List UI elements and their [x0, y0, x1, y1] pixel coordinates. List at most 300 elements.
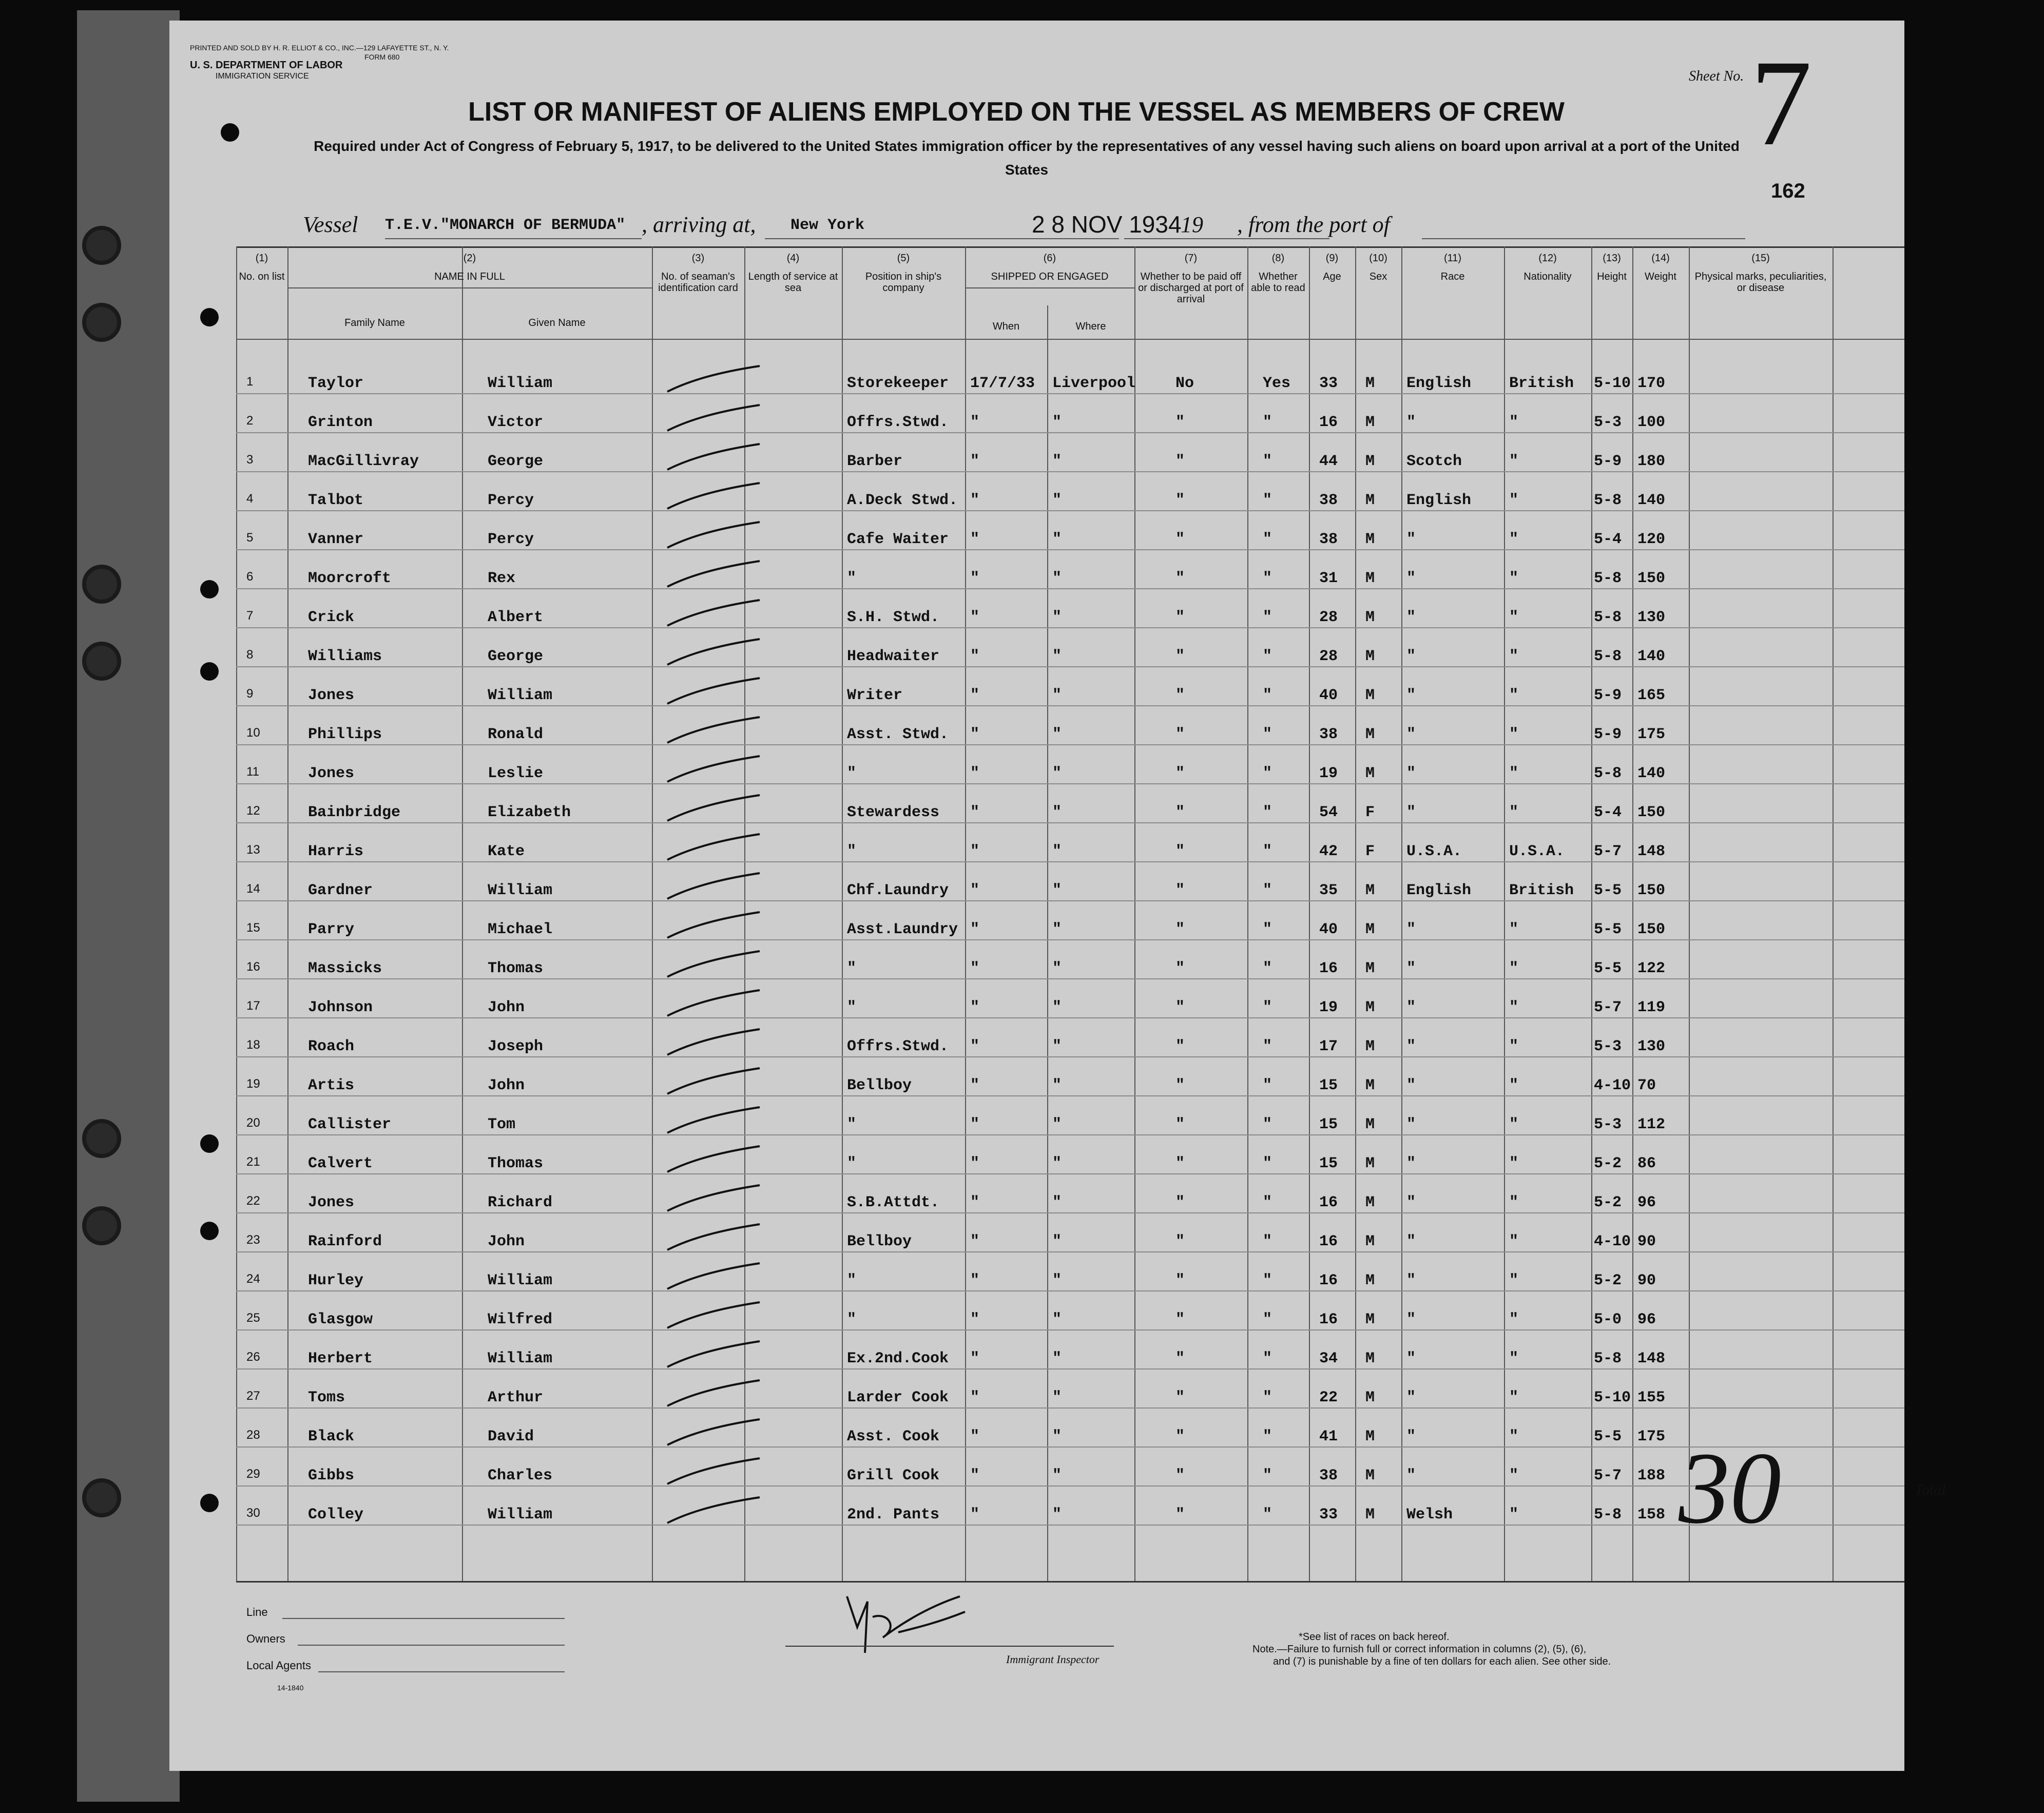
age: 38 — [1319, 531, 1338, 548]
position: Chf.Laundry — [847, 882, 949, 899]
row-number: 18 — [246, 1038, 260, 1052]
position: Storekeeper — [847, 375, 949, 392]
position: " — [847, 570, 857, 587]
given-name: Joseph — [488, 1038, 544, 1055]
given-name: Arthur — [488, 1389, 544, 1406]
race: " — [1406, 531, 1416, 548]
family-name: Taylor — [308, 375, 364, 392]
given-name: Tom — [488, 1116, 516, 1133]
position: Bellboy — [847, 1233, 912, 1250]
sex: M — [1365, 765, 1375, 782]
family-name: Moorcroft — [308, 570, 392, 587]
age: 40 — [1319, 921, 1338, 938]
check-stroke-icon — [662, 1300, 765, 1330]
shipped-when: " — [970, 921, 980, 938]
nationality: " — [1509, 1272, 1519, 1289]
family-name: Grinton — [308, 414, 373, 431]
able-to-read: " — [1263, 531, 1272, 548]
binder-hole-icon — [82, 1478, 121, 1517]
height: 5-7 — [1594, 1467, 1622, 1484]
shipped-when: " — [970, 648, 980, 665]
given-name: William — [488, 1506, 553, 1523]
able-to-read: " — [1263, 960, 1272, 977]
able-to-read: " — [1263, 1155, 1272, 1172]
sex: M — [1365, 921, 1375, 938]
nationality: " — [1509, 726, 1519, 743]
race: English — [1406, 882, 1472, 899]
vessel-label: Vessel — [303, 212, 358, 237]
race: " — [1406, 609, 1416, 626]
nationality: " — [1509, 453, 1519, 470]
age: 15 — [1319, 1116, 1338, 1133]
row-number: 13 — [246, 843, 260, 857]
weight: 148 — [1637, 843, 1666, 860]
family-name: Phillips — [308, 726, 382, 743]
shipped-where: " — [1052, 765, 1062, 782]
able-to-read: " — [1263, 1077, 1272, 1094]
race: " — [1406, 687, 1416, 704]
row-number: 8 — [246, 648, 254, 662]
sex: M — [1365, 1428, 1375, 1445]
given-name: Charles — [488, 1467, 553, 1484]
row-number: 28 — [246, 1428, 260, 1442]
column-header: SHIPPED OR ENGAGED — [991, 271, 1109, 282]
sheet-label: Sheet No. — [1689, 68, 1744, 84]
line-label: Line — [246, 1606, 268, 1618]
race: " — [1406, 1116, 1416, 1133]
weight: 100 — [1637, 414, 1666, 431]
weight: 130 — [1637, 1038, 1666, 1055]
shipped-when: 17/7/33 — [970, 375, 1035, 392]
shipped-when: " — [970, 1389, 980, 1406]
shipped-where: Liverpool — [1052, 375, 1136, 392]
weight: 165 — [1637, 687, 1666, 704]
able-to-read: " — [1263, 765, 1272, 782]
paid-off: " — [1175, 882, 1185, 899]
from-port-label: , from the port of — [1237, 212, 1390, 237]
sex: F — [1365, 804, 1375, 821]
binder-hole-icon — [82, 226, 121, 265]
able-to-read: " — [1263, 1038, 1272, 1055]
weight: 119 — [1637, 999, 1666, 1016]
nationality: " — [1509, 1506, 1519, 1523]
height: 5-2 — [1594, 1155, 1622, 1172]
paid-off: " — [1175, 570, 1185, 587]
height: 5-5 — [1594, 921, 1622, 938]
weight: 170 — [1637, 375, 1666, 392]
check-stroke-icon — [662, 754, 765, 784]
paid-off: " — [1175, 765, 1185, 782]
height: 5-9 — [1594, 687, 1622, 704]
shipped-where: " — [1052, 1116, 1062, 1133]
column-number: (15) — [1751, 253, 1770, 264]
check-stroke-icon — [662, 871, 765, 901]
nationality: " — [1509, 1428, 1519, 1445]
shipped-when: " — [970, 609, 980, 626]
nationality: " — [1509, 999, 1519, 1016]
row-number: 1 — [246, 375, 254, 389]
row-number: 9 — [246, 687, 254, 701]
nationality: " — [1509, 921, 1519, 938]
paid-off: " — [1175, 453, 1185, 470]
check-stroke-icon — [662, 1339, 765, 1370]
race: " — [1406, 765, 1416, 782]
able-to-read: " — [1263, 726, 1272, 743]
paid-off: " — [1175, 609, 1185, 626]
binder-hole-icon — [82, 1206, 121, 1245]
weight: 90 — [1637, 1233, 1656, 1250]
vessel-name: T.E.V."MONARCH OF BERMUDA" — [385, 217, 626, 234]
given-name: Elizabeth — [488, 804, 571, 821]
age: 38 — [1319, 492, 1338, 509]
shipped-when: " — [970, 1077, 980, 1094]
weight: 86 — [1637, 1155, 1656, 1172]
binder-hole-icon — [82, 565, 121, 604]
nationality: " — [1509, 648, 1519, 665]
height: 5-5 — [1594, 1428, 1622, 1445]
race: " — [1406, 1428, 1416, 1445]
shipped-where: " — [1052, 1506, 1062, 1523]
row-number: 15 — [246, 921, 260, 935]
family-name: Black — [308, 1428, 355, 1445]
sex: M — [1365, 1506, 1375, 1523]
weight: 122 — [1637, 960, 1666, 977]
sex: M — [1365, 960, 1375, 977]
age: 22 — [1319, 1389, 1338, 1406]
check-stroke-icon — [662, 1495, 765, 1526]
sex: M — [1365, 882, 1375, 899]
weight: 140 — [1637, 648, 1666, 665]
shipped-where: " — [1052, 648, 1062, 665]
service: IMMIGRATION SERVICE — [216, 72, 309, 81]
race: " — [1406, 1194, 1416, 1211]
race: " — [1406, 1389, 1416, 1406]
family-name: Glasgow — [308, 1311, 373, 1328]
shipped-where: " — [1052, 1233, 1062, 1250]
able-to-read: " — [1263, 1467, 1272, 1484]
row-number: 26 — [246, 1350, 260, 1364]
sex: M — [1365, 1233, 1375, 1250]
total-label: Total — [1915, 1481, 1946, 1498]
sex: M — [1365, 999, 1375, 1016]
nationality: British — [1509, 882, 1574, 899]
able-to-read: " — [1263, 1233, 1272, 1250]
family-name: Johnson — [308, 999, 373, 1016]
row-number: 7 — [246, 609, 254, 623]
column-header: Age — [1323, 271, 1341, 282]
row-number: 4 — [246, 492, 254, 506]
weight: 96 — [1637, 1194, 1656, 1211]
race: " — [1406, 1350, 1416, 1367]
column-number: (12) — [1538, 253, 1557, 264]
sex: M — [1365, 1350, 1375, 1367]
able-to-read: " — [1263, 1311, 1272, 1328]
column-number: (6) — [1043, 253, 1056, 264]
nationality: " — [1509, 960, 1519, 977]
page-title: LIST OR MANIFEST OF ALIENS EMPLOYED ON THE VESSEL AS MEMBERS OF CREW — [468, 97, 1565, 127]
shipped-when: " — [970, 570, 980, 587]
row-number: 14 — [246, 882, 260, 896]
column-header: Height — [1597, 271, 1627, 282]
nationality: " — [1509, 1077, 1519, 1094]
weight: 150 — [1637, 921, 1666, 938]
family-name: Parry — [308, 921, 355, 938]
position: Writer — [847, 687, 903, 704]
race: " — [1406, 1038, 1416, 1055]
race: " — [1406, 1311, 1416, 1328]
shipped-when: " — [970, 1428, 980, 1445]
family-name: Gibbs — [308, 1467, 355, 1484]
given-name: Albert — [488, 609, 544, 626]
sex: M — [1365, 414, 1375, 431]
weight: 150 — [1637, 882, 1666, 899]
race: English — [1406, 492, 1472, 509]
binder-hole-icon — [82, 303, 121, 342]
punch-hole-icon — [200, 662, 219, 681]
weight: 158 — [1637, 1506, 1666, 1523]
shipped-when: " — [970, 882, 980, 899]
height: 5-2 — [1594, 1194, 1622, 1211]
nationality: " — [1509, 492, 1519, 509]
row-number: 24 — [246, 1272, 260, 1286]
position: Asst. Cook — [847, 1428, 940, 1445]
family-name: Hurley — [308, 1272, 364, 1289]
given-name: William — [488, 1272, 553, 1289]
check-stroke-icon — [662, 988, 765, 1018]
race: " — [1406, 726, 1416, 743]
family-name: Williams — [308, 648, 382, 665]
shipped-when: " — [970, 1116, 980, 1133]
shipped-where: " — [1052, 1428, 1062, 1445]
family-name: Vanner — [308, 531, 364, 548]
penalty-note-2: and (7) is punishable by a fine of ten dollars for each alien. See other side. — [1273, 1656, 1611, 1667]
nationality: " — [1509, 1389, 1519, 1406]
able-to-read: Yes — [1263, 375, 1291, 392]
nationality: " — [1509, 765, 1519, 782]
row-number: 2 — [246, 414, 254, 428]
races-note: *See list of races on back hereof. — [1299, 1631, 1450, 1643]
column-number: (8) — [1271, 253, 1285, 264]
printer-line: PRINTED AND SOLD BY H. R. ELLIOT & CO., INC.—129 LAFAYETTE ST., N. Y. — [190, 44, 449, 52]
race: " — [1406, 414, 1416, 431]
paid-off: " — [1175, 687, 1185, 704]
height: 4-10 — [1594, 1077, 1631, 1094]
sex: M — [1365, 726, 1375, 743]
height: 5-8 — [1594, 570, 1622, 587]
age: 16 — [1319, 1194, 1338, 1211]
nationality: British — [1509, 375, 1574, 392]
able-to-read: " — [1263, 1194, 1272, 1211]
column-subheader: Given Name — [528, 317, 586, 329]
check-stroke-icon — [662, 676, 765, 706]
age: 33 — [1319, 1506, 1338, 1523]
family-name: Crick — [308, 609, 355, 626]
check-stroke-icon — [662, 519, 765, 550]
position: Grill Cook — [847, 1467, 940, 1484]
age: 34 — [1319, 1350, 1338, 1367]
height: 4-10 — [1594, 1233, 1631, 1250]
height: 5-8 — [1594, 609, 1622, 626]
check-stroke-icon — [662, 1183, 765, 1213]
shipped-when: " — [970, 687, 980, 704]
position: Asst.Laundry — [847, 921, 958, 938]
weight: 140 — [1637, 492, 1666, 509]
family-name: Calvert — [308, 1155, 373, 1172]
able-to-read: " — [1263, 804, 1272, 821]
weight: 180 — [1637, 453, 1666, 470]
paid-off: " — [1175, 1272, 1185, 1289]
paid-off: " — [1175, 1389, 1185, 1406]
sex: M — [1365, 1038, 1375, 1055]
family-name: Herbert — [308, 1350, 373, 1367]
paid-off: " — [1175, 1038, 1185, 1055]
family-name: Rainford — [308, 1233, 382, 1250]
position: Ex.2nd.Cook — [847, 1350, 949, 1367]
paid-off: " — [1175, 1350, 1185, 1367]
shipped-where: " — [1052, 453, 1062, 470]
check-stroke-icon — [662, 715, 765, 745]
column-subheader: When — [992, 321, 1020, 332]
shipped-when: " — [970, 531, 980, 548]
column-number: (7) — [1184, 253, 1198, 264]
form-code: 14-1840 — [277, 1684, 304, 1692]
given-name: William — [488, 375, 553, 392]
shipped-where: " — [1052, 804, 1062, 821]
family-name: Bainbridge — [308, 804, 401, 821]
position: " — [847, 765, 857, 782]
weight: 175 — [1637, 1428, 1666, 1445]
height: 5-10 — [1594, 375, 1631, 392]
shipped-when: " — [970, 1194, 980, 1211]
weight: 155 — [1637, 1389, 1666, 1406]
weight: 130 — [1637, 609, 1666, 626]
check-stroke-icon — [662, 793, 765, 823]
age: 15 — [1319, 1155, 1338, 1172]
nationality: " — [1509, 804, 1519, 821]
position: Barber — [847, 453, 903, 470]
given-name: Ronald — [488, 726, 544, 743]
inspector-label: Immigrant Inspector — [1006, 1653, 1100, 1666]
column-number: (4) — [786, 253, 800, 264]
column-subheader: Family Name — [344, 317, 405, 329]
row-number: 21 — [246, 1155, 260, 1169]
column-number: (13) — [1603, 253, 1621, 264]
column-header: Physical marks, peculiarities, or disease — [1694, 271, 1827, 294]
check-stroke-icon — [662, 402, 765, 433]
sex: M — [1365, 1077, 1375, 1094]
check-stroke-icon — [662, 910, 765, 940]
punch-hole-icon — [200, 1134, 219, 1153]
able-to-read: " — [1263, 1428, 1272, 1445]
shipped-where: " — [1052, 1350, 1062, 1367]
position: Bellboy — [847, 1077, 912, 1094]
position: Stewardess — [847, 804, 940, 821]
nationality: " — [1509, 1311, 1519, 1328]
age: 40 — [1319, 687, 1338, 704]
weight: 148 — [1637, 1350, 1666, 1367]
check-stroke-icon — [662, 1456, 765, 1487]
shipped-where: " — [1052, 1311, 1062, 1328]
given-name: Wilfred — [488, 1311, 553, 1328]
position: Headwaiter — [847, 648, 940, 665]
punch-hole-icon — [221, 123, 239, 142]
given-name: Michael — [488, 921, 553, 938]
weight: 120 — [1637, 531, 1666, 548]
column-header: Whether to be paid off or discharged at port of arrival — [1138, 271, 1244, 305]
age: 15 — [1319, 1077, 1338, 1094]
family-name: Talbot — [308, 492, 364, 509]
height: 5-9 — [1594, 726, 1622, 743]
race: " — [1406, 999, 1416, 1016]
shipped-where: " — [1052, 1272, 1062, 1289]
column-number: (1) — [255, 253, 268, 264]
nationality: " — [1509, 531, 1519, 548]
column-number: (3) — [691, 253, 705, 264]
shipped-when: " — [970, 999, 980, 1016]
sex: M — [1365, 453, 1375, 470]
paid-off: " — [1175, 726, 1185, 743]
shipped-when: " — [970, 453, 980, 470]
paid-off: " — [1175, 414, 1185, 431]
family-name: MacGillivray — [308, 453, 419, 470]
given-name: Richard — [488, 1194, 553, 1211]
check-stroke-icon — [662, 1261, 765, 1291]
weight: 188 — [1637, 1467, 1666, 1484]
row-number: 23 — [246, 1233, 260, 1247]
row-number: 12 — [246, 804, 260, 818]
check-stroke-icon — [662, 1105, 765, 1135]
height: 5-2 — [1594, 1272, 1622, 1289]
able-to-read: " — [1263, 999, 1272, 1016]
given-name: Kate — [488, 843, 525, 860]
race: " — [1406, 1077, 1416, 1094]
able-to-read: " — [1263, 921, 1272, 938]
shipped-when: " — [970, 414, 980, 431]
able-to-read: " — [1263, 414, 1272, 431]
sex: M — [1365, 609, 1375, 626]
family-name: Jones — [308, 1194, 355, 1211]
height: 5-3 — [1594, 1116, 1622, 1133]
column-header: Position in ship's company — [865, 271, 942, 294]
paid-off: " — [1175, 843, 1185, 860]
paid-off: " — [1175, 1194, 1185, 1211]
sex: M — [1365, 1389, 1375, 1406]
stamp-number: 162 — [1771, 180, 1805, 202]
nationality: " — [1509, 1194, 1519, 1211]
sex: M — [1365, 687, 1375, 704]
given-name: Victor — [488, 414, 544, 431]
age: 16 — [1319, 960, 1338, 977]
nationality: " — [1509, 570, 1519, 587]
paid-off: " — [1175, 1467, 1185, 1484]
row-number: 25 — [246, 1311, 260, 1325]
height: 5-0 — [1594, 1311, 1622, 1328]
given-name: George — [488, 648, 544, 665]
shipped-where: " — [1052, 726, 1062, 743]
race: " — [1406, 1155, 1416, 1172]
shipped-when: " — [970, 1467, 980, 1484]
paid-off: " — [1175, 804, 1185, 821]
nationality: " — [1509, 414, 1519, 431]
race: " — [1406, 570, 1416, 587]
age: 54 — [1319, 804, 1338, 821]
sex: M — [1365, 492, 1375, 509]
shipped-when: " — [970, 960, 980, 977]
shipped-when: " — [970, 1038, 980, 1055]
position: " — [847, 1155, 857, 1172]
check-stroke-icon — [662, 1027, 765, 1057]
paid-off: " — [1175, 921, 1185, 938]
